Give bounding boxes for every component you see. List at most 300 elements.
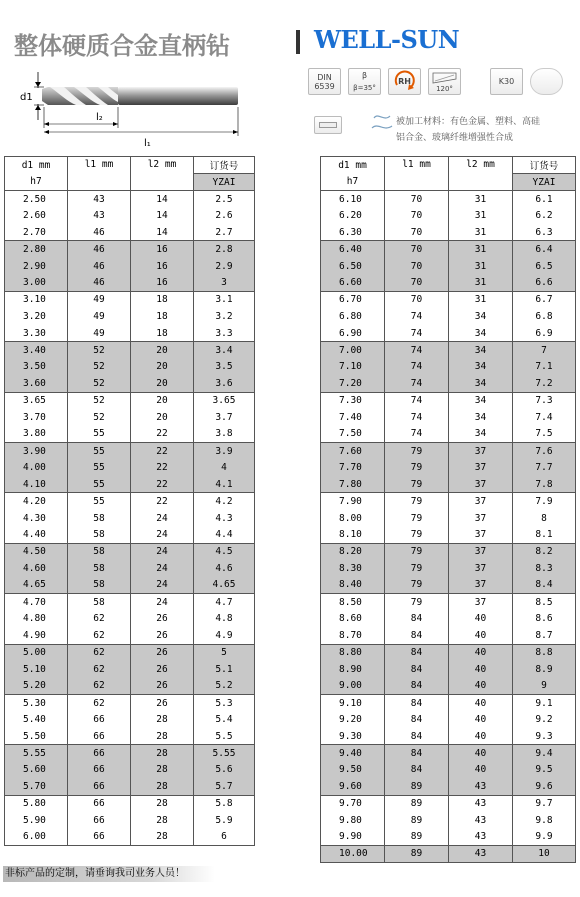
col-header-d1: d1 mm h7 — [321, 157, 385, 191]
cell-order-number: 7.5 — [513, 426, 576, 443]
cell-diameter: 8.90 — [321, 661, 385, 678]
cell-total-length: 89 — [385, 846, 449, 863]
table-row — [5, 342, 255, 359]
table-row — [5, 274, 255, 291]
cell-flute-length: 37 — [449, 543, 513, 560]
cell-order-number: 8.4 — [513, 577, 576, 594]
cell-diameter: 8.50 — [321, 594, 385, 611]
cell-diameter: 5.40 — [5, 711, 68, 728]
cell-order-number: 3 — [194, 274, 255, 291]
table-row — [321, 711, 576, 728]
table-row — [5, 224, 255, 241]
cell-order-number: 5.3 — [194, 694, 255, 711]
cell-order-number: 4.5 — [194, 543, 255, 560]
cell-total-length: 89 — [385, 812, 449, 829]
cell-order-number: 7.1 — [513, 358, 576, 375]
cell-order-number: 8.3 — [513, 560, 576, 577]
cell-flute-length: 22 — [131, 459, 194, 476]
cell-order-number: 6.8 — [513, 308, 576, 325]
cell-order-number: 8.1 — [513, 526, 576, 543]
table-row — [5, 241, 255, 258]
cell-order-number: 9.6 — [513, 778, 576, 795]
cell-order-number: 8.6 — [513, 610, 576, 627]
table-row — [5, 694, 255, 711]
cell-total-length: 74 — [385, 308, 449, 325]
cell-flute-length: 31 — [449, 291, 513, 308]
cell-diameter: 3.40 — [5, 342, 68, 359]
d1-label: d1 — [20, 92, 33, 103]
cell-total-length: 74 — [385, 392, 449, 409]
table-row — [321, 442, 576, 459]
cell-total-length: 58 — [68, 543, 131, 560]
cell-total-length: 70 — [385, 191, 449, 208]
cell-order-number: 8.9 — [513, 661, 576, 678]
cell-total-length: 52 — [68, 358, 131, 375]
cell-diameter: 9.90 — [321, 829, 385, 846]
cell-flute-length: 40 — [449, 728, 513, 745]
cell-flute-length: 20 — [131, 392, 194, 409]
table-row — [5, 258, 255, 275]
cell-total-length: 52 — [68, 392, 131, 409]
cell-total-length: 70 — [385, 224, 449, 241]
cell-diameter: 7.70 — [321, 459, 385, 476]
brand-name: WELL-SUN — [314, 25, 460, 54]
cell-total-length: 84 — [385, 728, 449, 745]
cell-diameter: 6.80 — [321, 308, 385, 325]
cell-diameter: 2.50 — [5, 191, 68, 208]
table-row — [5, 644, 255, 661]
cell-order-number: 3.5 — [194, 358, 255, 375]
cell-diameter: 4.90 — [5, 627, 68, 644]
cell-diameter: 7.30 — [321, 392, 385, 409]
helix-angle-icon: β β=35° — [348, 68, 381, 95]
cell-diameter: 2.60 — [5, 207, 68, 224]
table-row — [5, 459, 255, 476]
cell-total-length: 70 — [385, 274, 449, 291]
cell-diameter: 6.60 — [321, 274, 385, 291]
cell-diameter: 4.20 — [5, 493, 68, 510]
cell-flute-length: 24 — [131, 577, 194, 594]
cell-order-number: 6 — [194, 829, 255, 846]
cell-diameter: 8.60 — [321, 610, 385, 627]
cell-flute-length: 34 — [449, 342, 513, 359]
cell-diameter: 6.00 — [5, 829, 68, 846]
cell-order-number: 5.55 — [194, 745, 255, 762]
table-row — [5, 829, 255, 846]
drill-diagram — [20, 64, 260, 154]
cell-total-length: 79 — [385, 493, 449, 510]
cell-order-number: 10 — [513, 846, 576, 863]
cell-diameter: 9.50 — [321, 762, 385, 779]
cell-order-number: 4.7 — [194, 594, 255, 611]
cell-order-number: 4.6 — [194, 560, 255, 577]
cell-diameter: 8.20 — [321, 543, 385, 560]
cell-order-number: 7.2 — [513, 375, 576, 392]
cell-diameter: 7.80 — [321, 476, 385, 493]
cell-total-length: 52 — [68, 375, 131, 392]
table-row — [5, 409, 255, 426]
cell-order-number: 3.65 — [194, 392, 255, 409]
cell-diameter: 5.90 — [5, 812, 68, 829]
cell-total-length: 49 — [68, 291, 131, 308]
cell-flute-length: 14 — [131, 207, 194, 224]
table-row — [321, 577, 576, 594]
cell-order-number: 2.6 — [194, 207, 255, 224]
cell-flute-length: 18 — [131, 325, 194, 342]
cell-total-length: 79 — [385, 594, 449, 611]
cell-flute-length: 34 — [449, 392, 513, 409]
cell-order-number: 2.5 — [194, 191, 255, 208]
cell-flute-length: 20 — [131, 358, 194, 375]
table-row — [5, 291, 255, 308]
cell-order-number: 7 — [513, 342, 576, 359]
cell-total-length: 79 — [385, 543, 449, 560]
table-row — [321, 207, 576, 224]
table-row — [5, 543, 255, 560]
cell-order-number: 3.8 — [194, 426, 255, 443]
cell-total-length: 66 — [68, 812, 131, 829]
cell-total-length: 79 — [385, 560, 449, 577]
table-row — [321, 762, 576, 779]
cell-total-length: 55 — [68, 442, 131, 459]
table-row — [5, 358, 255, 375]
col-header-order-code: YZAI — [194, 174, 255, 191]
cell-order-number: 8.2 — [513, 543, 576, 560]
table-row — [321, 358, 576, 375]
cell-order-number: 3.9 — [194, 442, 255, 459]
cell-flute-length: 31 — [449, 224, 513, 241]
table-row — [5, 594, 255, 611]
cell-order-number: 9.9 — [513, 829, 576, 846]
table-row — [5, 510, 255, 527]
table-row — [321, 426, 576, 443]
cell-total-length: 58 — [68, 560, 131, 577]
table-row — [5, 325, 255, 342]
din-icon: DIN 6539 — [308, 68, 341, 95]
cell-diameter: 3.65 — [5, 392, 68, 409]
cell-order-number: 6.2 — [513, 207, 576, 224]
table-row — [5, 661, 255, 678]
cell-total-length: 49 — [68, 308, 131, 325]
cell-diameter: 6.30 — [321, 224, 385, 241]
cell-flute-length: 37 — [449, 510, 513, 527]
cell-total-length: 89 — [385, 778, 449, 795]
cell-total-length: 58 — [68, 510, 131, 527]
cell-total-length: 66 — [68, 829, 131, 846]
table-row — [5, 728, 255, 745]
table-row — [321, 375, 576, 392]
cell-total-length: 84 — [385, 745, 449, 762]
table-row — [321, 610, 576, 627]
cell-total-length: 74 — [385, 325, 449, 342]
cell-total-length: 46 — [68, 258, 131, 275]
cell-total-length: 79 — [385, 510, 449, 527]
cell-diameter: 9.00 — [321, 678, 385, 695]
cell-total-length: 62 — [68, 644, 131, 661]
cell-flute-length: 26 — [131, 627, 194, 644]
cell-total-length: 62 — [68, 627, 131, 644]
feature-icons — [308, 68, 578, 153]
cell-total-length: 46 — [68, 241, 131, 258]
table-row — [321, 560, 576, 577]
cell-total-length: 66 — [68, 728, 131, 745]
cell-order-number: 9.4 — [513, 745, 576, 762]
cell-order-number: 9.5 — [513, 762, 576, 779]
table-row — [321, 459, 576, 476]
cell-total-length: 62 — [68, 661, 131, 678]
cell-total-length: 58 — [68, 526, 131, 543]
cell-flute-length: 28 — [131, 728, 194, 745]
table-row — [321, 476, 576, 493]
cell-flute-length: 26 — [131, 644, 194, 661]
cell-order-number: 6.9 — [513, 325, 576, 342]
cell-diameter: 3.60 — [5, 375, 68, 392]
table-row — [321, 627, 576, 644]
cell-flute-length: 18 — [131, 308, 194, 325]
cell-diameter: 9.60 — [321, 778, 385, 795]
col-header-l2: l2 mm — [131, 157, 194, 191]
cell-flute-length: 34 — [449, 325, 513, 342]
cell-order-number: 9.3 — [513, 728, 576, 745]
cell-diameter: 5.00 — [5, 644, 68, 661]
table-row — [5, 493, 255, 510]
spec-table-right — [320, 156, 576, 863]
table-row — [321, 191, 576, 208]
cell-order-number: 5.2 — [194, 678, 255, 695]
table-row — [321, 308, 576, 325]
table-row — [321, 644, 576, 661]
cell-diameter: 6.50 — [321, 258, 385, 275]
cell-diameter: 7.50 — [321, 426, 385, 443]
cell-flute-length: 28 — [131, 711, 194, 728]
cell-diameter: 4.40 — [5, 526, 68, 543]
cell-flute-length: 14 — [131, 191, 194, 208]
cell-total-length: 58 — [68, 577, 131, 594]
cell-flute-length: 37 — [449, 493, 513, 510]
cell-order-number: 9.2 — [513, 711, 576, 728]
col-header-l1: l1 mm — [68, 157, 131, 191]
cell-order-number: 6.6 — [513, 274, 576, 291]
cell-diameter: 8.40 — [321, 577, 385, 594]
cell-flute-length: 31 — [449, 274, 513, 291]
table-row — [5, 392, 255, 409]
cell-total-length: 70 — [385, 207, 449, 224]
cell-flute-length: 37 — [449, 577, 513, 594]
cell-order-number: 4.65 — [194, 577, 255, 594]
cell-order-number: 8.5 — [513, 594, 576, 611]
cell-order-number: 5 — [194, 644, 255, 661]
cell-flute-length: 37 — [449, 560, 513, 577]
cell-total-length: 43 — [68, 207, 131, 224]
col-header-order: 订货号 — [513, 157, 576, 174]
cell-total-length: 84 — [385, 678, 449, 695]
table-row — [321, 258, 576, 275]
table-row — [5, 610, 255, 627]
cell-diameter: 4.80 — [5, 610, 68, 627]
table-row — [321, 274, 576, 291]
table-row — [321, 291, 576, 308]
cell-diameter: 5.80 — [5, 795, 68, 812]
cell-order-number: 4.1 — [194, 476, 255, 493]
cell-total-length: 43 — [68, 191, 131, 208]
cell-diameter: 7.10 — [321, 358, 385, 375]
cell-flute-length: 40 — [449, 694, 513, 711]
cell-total-length: 74 — [385, 426, 449, 443]
table-row — [5, 812, 255, 829]
cell-flute-length: 34 — [449, 375, 513, 392]
cell-flute-length: 34 — [449, 426, 513, 443]
cell-diameter: 10.00 — [321, 846, 385, 863]
cell-diameter: 6.40 — [321, 241, 385, 258]
cell-diameter: 4.70 — [5, 594, 68, 611]
shank-icon — [314, 116, 342, 134]
cell-order-number: 5.1 — [194, 661, 255, 678]
cell-total-length: 66 — [68, 762, 131, 779]
cell-diameter: 5.50 — [5, 728, 68, 745]
cell-flute-length: 26 — [131, 678, 194, 695]
cell-diameter: 4.10 — [5, 476, 68, 493]
cell-flute-length: 34 — [449, 409, 513, 426]
cell-order-number: 4 — [194, 459, 255, 476]
cell-flute-length: 28 — [131, 762, 194, 779]
cell-flute-length: 16 — [131, 241, 194, 258]
cell-flute-length: 20 — [131, 409, 194, 426]
k30-icon: K30 — [490, 68, 523, 95]
cell-diameter: 5.55 — [5, 745, 68, 762]
cell-order-number: 7.4 — [513, 409, 576, 426]
table-row — [321, 510, 576, 527]
cell-order-number: 7.3 — [513, 392, 576, 409]
cell-total-length: 70 — [385, 241, 449, 258]
cell-flute-length: 14 — [131, 224, 194, 241]
material-text-2: 铝合金、玻璃纤维增强性合成 — [396, 133, 514, 143]
cell-flute-length: 40 — [449, 627, 513, 644]
cell-order-number: 4.2 — [194, 493, 255, 510]
cell-order-number: 8 — [513, 510, 576, 527]
cell-total-length: 84 — [385, 661, 449, 678]
cell-order-number: 9.1 — [513, 694, 576, 711]
cell-diameter: 9.80 — [321, 812, 385, 829]
cell-flute-length: 22 — [131, 426, 194, 443]
cell-total-length: 84 — [385, 711, 449, 728]
cell-order-number: 3.7 — [194, 409, 255, 426]
cell-flute-length: 22 — [131, 442, 194, 459]
cell-total-length: 55 — [68, 459, 131, 476]
cell-order-number: 6.7 — [513, 291, 576, 308]
cell-diameter: 6.10 — [321, 191, 385, 208]
cell-diameter: 2.80 — [5, 241, 68, 258]
table-row — [5, 207, 255, 224]
table-row — [321, 342, 576, 359]
cell-total-length: 62 — [68, 610, 131, 627]
custom-order-note: 非标产品的定制，请垂询我司业务人员！ — [3, 866, 215, 882]
cell-total-length: 66 — [68, 745, 131, 762]
product-title: 整体硬质合金直柄钻 — [14, 31, 230, 60]
table-row — [321, 543, 576, 560]
cell-flute-length: 34 — [449, 308, 513, 325]
table-row — [321, 493, 576, 510]
cell-flute-length: 43 — [449, 812, 513, 829]
cell-total-length: 74 — [385, 358, 449, 375]
cell-flute-length: 31 — [449, 258, 513, 275]
cell-diameter: 7.00 — [321, 342, 385, 359]
cell-flute-length: 43 — [449, 846, 513, 863]
cell-total-length: 79 — [385, 459, 449, 476]
cell-total-length: 70 — [385, 258, 449, 275]
table-row — [321, 241, 576, 258]
l1-label: l₁ — [144, 138, 151, 149]
cell-total-length: 84 — [385, 610, 449, 627]
page-header — [0, 0, 580, 60]
cell-diameter: 8.00 — [321, 510, 385, 527]
cell-order-number: 5.6 — [194, 762, 255, 779]
cell-order-number: 6.5 — [513, 258, 576, 275]
cell-total-length: 58 — [68, 594, 131, 611]
cell-order-number: 7.8 — [513, 476, 576, 493]
table-row — [321, 846, 576, 863]
cell-order-number: 3.6 — [194, 375, 255, 392]
cell-order-number: 6.4 — [513, 241, 576, 258]
cell-order-number: 9.7 — [513, 795, 576, 812]
table-row — [321, 526, 576, 543]
cell-flute-length: 40 — [449, 644, 513, 661]
cell-diameter: 3.30 — [5, 325, 68, 342]
cell-diameter: 8.30 — [321, 560, 385, 577]
title-divider — [296, 30, 300, 54]
cell-total-length: 55 — [68, 493, 131, 510]
cell-diameter: 4.60 — [5, 560, 68, 577]
cell-flute-length: 37 — [449, 526, 513, 543]
material-icon — [370, 110, 396, 140]
cell-diameter: 3.90 — [5, 442, 68, 459]
col-header-l1: l1 mm — [385, 157, 449, 191]
cell-flute-length: 37 — [449, 442, 513, 459]
cell-diameter: 6.90 — [321, 325, 385, 342]
table-row — [5, 711, 255, 728]
cell-order-number: 3.4 — [194, 342, 255, 359]
cell-flute-length: 34 — [449, 358, 513, 375]
cell-order-number: 3.1 — [194, 291, 255, 308]
table-row — [5, 308, 255, 325]
table-row — [321, 778, 576, 795]
cell-flute-length: 16 — [131, 274, 194, 291]
table-row — [5, 745, 255, 762]
cell-diameter: 3.70 — [5, 409, 68, 426]
cell-flute-length: 28 — [131, 829, 194, 846]
cell-total-length: 84 — [385, 694, 449, 711]
cell-diameter: 9.70 — [321, 795, 385, 812]
cell-diameter: 8.70 — [321, 627, 385, 644]
cell-total-length: 55 — [68, 426, 131, 443]
table-row — [321, 409, 576, 426]
col-header-order-code: YZAI — [513, 174, 576, 191]
cell-diameter: 6.20 — [321, 207, 385, 224]
cell-total-length: 84 — [385, 644, 449, 661]
point-angle-icon: 120° — [428, 68, 461, 95]
cell-flute-length: 43 — [449, 795, 513, 812]
cell-total-length: 84 — [385, 762, 449, 779]
table-row — [321, 594, 576, 611]
cell-flute-length: 28 — [131, 795, 194, 812]
cell-flute-length: 20 — [131, 375, 194, 392]
cell-flute-length: 40 — [449, 678, 513, 695]
cell-diameter: 7.90 — [321, 493, 385, 510]
table-row — [5, 191, 255, 208]
table-row — [321, 728, 576, 745]
cell-total-length: 62 — [68, 678, 131, 695]
cell-flute-length: 31 — [449, 191, 513, 208]
cell-order-number: 6.3 — [513, 224, 576, 241]
